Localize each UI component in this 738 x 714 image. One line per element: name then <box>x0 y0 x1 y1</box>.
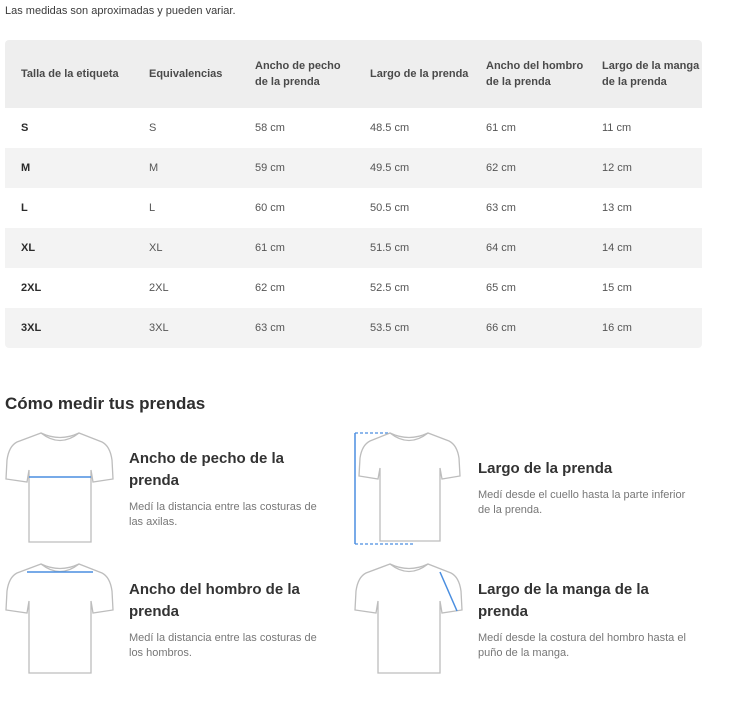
length-title: Largo de la prenda <box>478 460 613 477</box>
chest-width-desc: Medí la distancia entre las costuras de las axilas. <box>129 501 317 528</box>
tshirt-length-icon <box>354 430 464 548</box>
cell-sleeve: 15 cm <box>602 282 632 294</box>
header-shoulder-width: Ancho del hombro de la prenda <box>486 60 584 88</box>
cell-sleeve: 16 cm <box>602 322 632 334</box>
how-to-measure-title: Cómo medir tus prendas <box>5 394 206 413</box>
cell-shoulder: 61 cm <box>486 122 516 134</box>
cell-chest: 60 cm <box>255 202 285 214</box>
cell-sleeve: 13 cm <box>602 202 632 214</box>
cell-equivalence: L <box>149 202 156 214</box>
size-chart-table <box>5 40 702 348</box>
cell-size: 2XL <box>21 282 42 294</box>
cell-length: 52.5 cm <box>370 282 410 294</box>
cell-chest: 62 cm <box>255 282 285 294</box>
cell-shoulder: 63 cm <box>486 202 516 214</box>
header-sleeve-length: Largo de la manga de la prenda <box>602 60 700 88</box>
cell-chest: 59 cm <box>255 162 285 174</box>
cell-shoulder: 64 cm <box>486 242 516 254</box>
cell-shoulder: 65 cm <box>486 282 516 294</box>
cell-shoulder: 62 cm <box>486 162 516 174</box>
cell-sleeve: 11 cm <box>602 122 632 134</box>
cell-size: M <box>21 162 31 174</box>
cell-length: 51.5 cm <box>370 242 410 254</box>
cell-equivalence: 2XL <box>149 282 169 294</box>
measure-shoulder-width-item <box>5 561 355 681</box>
sleeve-length-title: Largo de la manga de la prenda <box>478 581 649 620</box>
cell-shoulder: 66 cm <box>486 322 516 334</box>
header-label-size: Talla de la etiqueta <box>21 68 119 80</box>
cell-equivalence: S <box>149 122 157 134</box>
measure-length-item <box>354 430 704 550</box>
cell-size: XL <box>21 242 36 254</box>
cell-size: 3XL <box>21 322 42 334</box>
shoulder-width-desc: Medí la distancia entre las costuras de los hombros. <box>129 632 317 659</box>
table-row <box>5 308 702 348</box>
measure-chest-width-item <box>5 430 355 550</box>
shoulder-width-title: Ancho del hombro de la prenda <box>129 581 300 620</box>
table-row <box>5 108 702 148</box>
tshirt-chest-width-icon <box>5 430 115 548</box>
length-desc: Medí desde el cuello hasta la parte inferior de la prenda. <box>478 489 686 516</box>
cell-length: 50.5 cm <box>370 202 410 214</box>
cell-size: L <box>21 202 28 214</box>
table-row <box>5 268 702 308</box>
table-header-row <box>5 40 702 108</box>
cell-length: 49.5 cm <box>370 162 410 174</box>
header-equivalences: Equivalencias <box>149 68 223 80</box>
cell-equivalence: XL <box>149 242 163 254</box>
cell-chest: 63 cm <box>255 322 285 334</box>
table-row <box>5 188 702 228</box>
cell-length: 53.5 cm <box>370 322 410 334</box>
sleeve-length-desc: Medí desde la costura del hombro hasta el puño de la manga. <box>478 632 686 659</box>
cell-size: S <box>21 122 29 134</box>
tshirt-shoulder-width-icon <box>5 561 115 679</box>
cell-chest: 61 cm <box>255 242 285 254</box>
disclaimer-note: Las medidas son aproximadas y pueden variar. <box>5 5 236 17</box>
tshirt-sleeve-length-icon <box>354 561 464 679</box>
table-row <box>5 148 702 188</box>
cell-chest: 58 cm <box>255 122 285 134</box>
measure-sleeve-length-item <box>354 561 704 681</box>
cell-sleeve: 14 cm <box>602 242 632 254</box>
chest-width-title: Ancho de pecho de la prenda <box>129 450 285 489</box>
cell-equivalence: M <box>149 162 159 174</box>
header-length: Largo de la prenda <box>370 68 469 80</box>
table-row <box>5 228 702 268</box>
cell-equivalence: 3XL <box>149 322 169 334</box>
header-chest-width: Ancho de pecho de la prenda <box>255 60 341 88</box>
cell-length: 48.5 cm <box>370 122 410 134</box>
cell-sleeve: 12 cm <box>602 162 632 174</box>
